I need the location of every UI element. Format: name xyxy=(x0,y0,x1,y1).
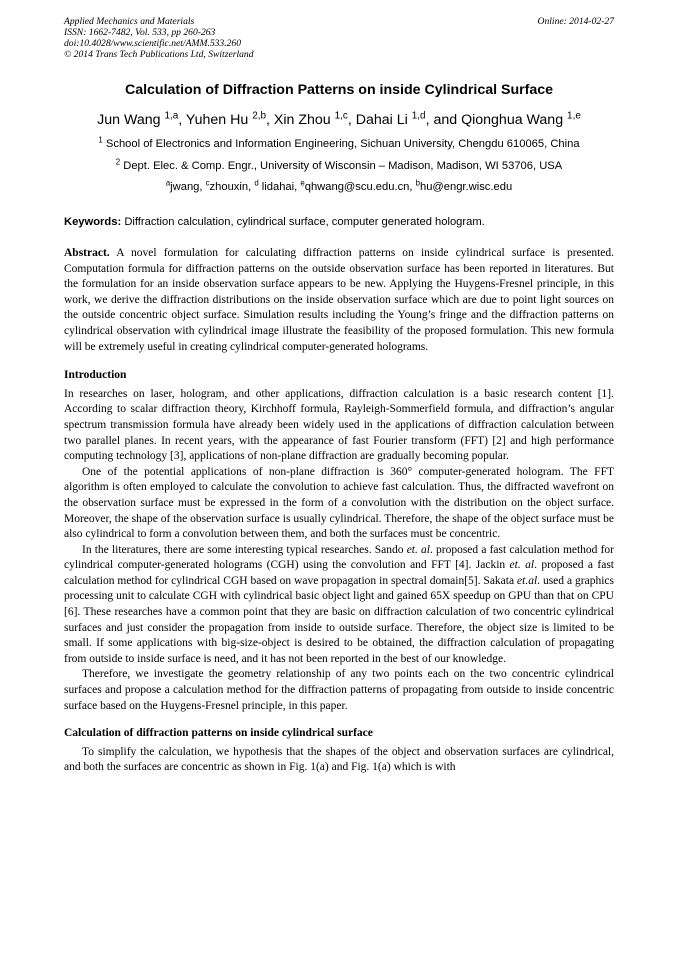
email-list: $^a$jwang, $^c$zhouxin, $^d$ lidahai, $^e$qhwang@scu.edu.cn, $^b$hu@engr.wisc.edu xyxy=(165,178,513,193)
abstract xyxy=(64,246,614,355)
email: jwang xyxy=(170,181,200,193)
abstract-text: A novel formulation for calculating diffraction patterns on inside cylindrical surface is presented. Computation formula for diffraction patterns on the outside observation surface has been reported in literatures. But the formulation for an inside observation surface appears to be new. Applying the Huygens-Fresnel principle, in this work, we derive the diffraction distributions on the inside observation surface which are due to point light sources on the outside concentric object surface. Simulation results including the Young’s fringe and the diffraction patterns on cylindrical observation with cylindrical image illustrate the feasibility of the proposed formulation. This new formula will be extremely useful in creating cylindrical computer-generated holograms. xyxy=(64,247,614,353)
email-mark: e xyxy=(300,178,305,188)
author-affiliation-mark: 1,d xyxy=(411,110,426,122)
paragraph: One of the potential applications of non-plane diffraction is 360° computer-generated hologram. The FFT algorithm is often employed to calculate the convolution to achieve fast calculation. Thus, the diffracted wavefront on the observation surface must be expressed in the form of a convolution with the distribution on the object surface. Moreover, the shape of the observation surface is usually cylindrical. Therefore, the shape of the object surface must be also cylindrical to form a convolution between them, and both the surfaces must be concentric. xyxy=(64,465,614,541)
paragraph: Therefore, we investigate the geometry relationship of any two points each on the two concentric cylindrical surfaces and propose a calculation method for the diffraction patterns of propagating from outside to inside concentric surface based on the Huygens-Fresnel principle, in this paper. xyxy=(64,668,614,712)
email: qhwang@scu.edu.cn xyxy=(304,181,410,193)
author-name: Dahai Li xyxy=(355,112,408,128)
text-run: . proposed a fast calculation method for cylindrical computer-generated holograms (CGH) using the convolution and FFT [4]. Jackin xyxy=(64,543,614,572)
author-affiliation-mark: 2,b xyxy=(252,110,266,122)
affiliation-mark: 1 xyxy=(98,135,103,145)
email: zhouxin xyxy=(209,181,249,193)
email-mark: d xyxy=(254,178,259,188)
keywords xyxy=(64,216,614,228)
running-header xyxy=(64,16,614,60)
section-heading-introduction: Introduction xyxy=(64,369,127,382)
email: lidahai xyxy=(261,181,295,193)
author-name: Xin Zhou xyxy=(273,112,331,128)
author-affiliation-mark: 1,e xyxy=(567,110,581,122)
journal-name: Applied Mechanics and Materials xyxy=(64,16,195,27)
text-run: . used a graphics processing unit to calculate CGH with cylindrical basic object light and gained 65X speedup on GPU than that on CPU [6]. These researches have a common point that they are basic on diffraction calculation of two concentric cylindrical surfaces and just consider the propagation from inside to outside surface. Therefore, the object size is limited to be small. If some applications with big-size-object is desired to be obtained, the diffraction calculation of propagating from outside to inside surface is need, and it has not been reported in the best of our knowledge. xyxy=(64,574,614,665)
email-mark: a xyxy=(165,178,171,188)
copyright-line: © 2014 Trans Tech Publications Ltd, Switzerland xyxy=(64,49,254,60)
abstract-label: Abstract. xyxy=(64,247,110,259)
text-run: In the literatures, there are some interesting typical researches. Sando xyxy=(82,543,407,556)
author-name: Yuhen Hu xyxy=(185,112,249,128)
author-list: Jun Wang $^{1,a}$, Yuhen Hu $^{2,b}$, Xin Zhou $^{1,c}$, Dahai Li $^{1,d}$, and Qionghua Wang $^{1,e}$ xyxy=(97,110,581,128)
affiliation-1 xyxy=(64,135,614,150)
et-al: et. al xyxy=(509,559,535,572)
email: hu@engr.wisc.edu xyxy=(419,181,513,193)
paragraph xyxy=(64,543,614,668)
paragraph: In researches on laser, hologram, and other applications, diffraction calculation is a basic research content [1]. According to scalar diffraction theory, Kirchhoff formula, Rayleigh-Sommerfield formula, and diffraction’s angular spectrum transmission formula have already been widely used in the applications of diffraction calculation between two parallel planes. In recent years, with the appearance of fast Fourier transform (FFT) [2] and high performance computing technology [3], applications of non-plane diffraction are gradually becoming popular. xyxy=(64,387,614,463)
author-name: Qionghua Wang xyxy=(461,112,564,128)
paragraph: To simplify the calculation, we hypothesis that the shapes of the object and observation surfaces are cylindrical, and both the surfaces are concentric as shown in Fig. 1(a) and Fig. 1(a) which is with xyxy=(64,745,614,774)
affiliation-text: School of Electronics and Information Engineering, Sichuan University, Chengdu 610065, China xyxy=(105,138,580,150)
doi-line: doi:10.4028/www.scientific.net/AMM.533.260 xyxy=(64,38,242,49)
author-affiliation-mark: 1,a xyxy=(164,110,179,122)
section-heading-calculation: Calculation of diffraction patterns on inside cylindrical surface xyxy=(64,727,373,740)
author-affiliation-mark: 1,c xyxy=(334,110,348,122)
keywords-text: Diffraction calculation, cylindrical surface, computer generated hologram. xyxy=(124,216,485,228)
et-al: et. al xyxy=(406,543,430,556)
affiliation-text: Dept. Elec. & Comp. Engr., University of Wisconsin – Madison, Madison, WI 53706, USA xyxy=(123,160,563,172)
text-run: . proposed a fast calculation method for cylindrical CGH based on wave propagation in spectral domain[5]. Sakata xyxy=(64,559,614,587)
author-name: Jun Wang xyxy=(97,112,161,128)
email-mark: b xyxy=(415,178,420,188)
et-al: et.al xyxy=(517,574,538,587)
paper-title: Calculation of Diffraction Patterns on inside Cylindrical Surface xyxy=(124,82,554,98)
paper-body xyxy=(64,246,614,776)
affiliation-mark: 2 xyxy=(115,157,121,167)
issn-line: ISSN: 1662-7482, Vol. 533, pp 260-263 xyxy=(64,27,216,38)
online-date: Online: 2014-02-27 xyxy=(537,16,614,27)
email-mark: c xyxy=(205,178,210,188)
keywords-label: Keywords: xyxy=(64,216,122,228)
affiliation-2 xyxy=(64,157,614,172)
